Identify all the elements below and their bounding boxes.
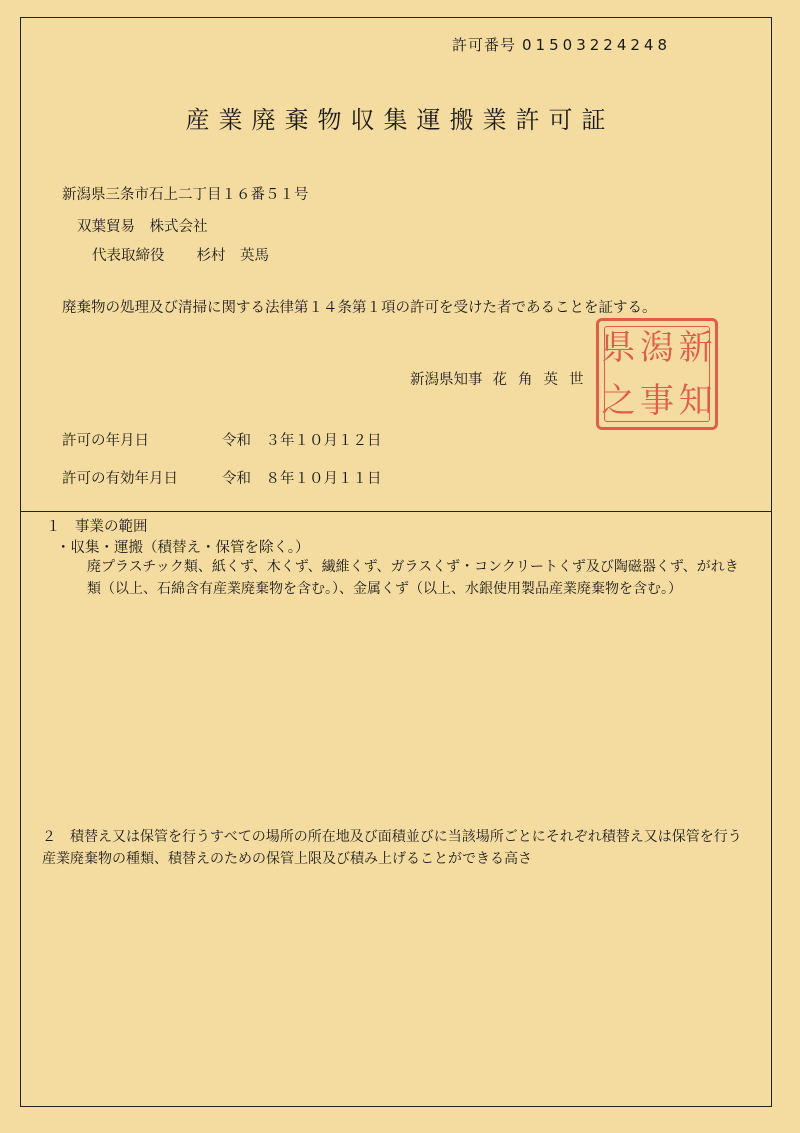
permit-date-value: 令和 ３年１０月１２日 — [222, 433, 382, 449]
section1-heading: １ 事業の範囲 — [46, 519, 148, 535]
seal-char: 潟 — [639, 327, 674, 368]
representative-title: 代表取締役 — [92, 248, 165, 264]
seal-char: 県 — [601, 327, 636, 368]
holder-address: 新潟県三条市石上二丁目１６番５１号 — [62, 187, 309, 203]
representative-name: 杉村 英馬 — [196, 248, 269, 264]
section-divider — [20, 511, 772, 512]
seal-char: 之 — [601, 380, 636, 421]
holder-company: 双葉貿易 株式会社 — [77, 219, 208, 235]
expiry-date-label: 許可の有効年月日 — [62, 471, 178, 487]
issuer — [410, 368, 595, 389]
certification-text: 廃棄物の処理及び清掃に関する法律第１４条第１項の許可を受けた者であることを証する。 — [62, 300, 657, 316]
permit-number-value: 01503224248 — [522, 36, 671, 54]
permit-number-label: 許可番号 — [452, 36, 517, 54]
official-seal — [596, 318, 718, 430]
permit-date-label: 許可の年月日 — [62, 433, 149, 449]
section1-subheading: ・収集・運搬（積替え・保管を除く。） — [56, 540, 310, 556]
seal-characters — [599, 321, 715, 427]
section2-text: ２ 積替え又は保管を行うすべての場所の所在地及び面積並びに当該場所ごとにそれぞれ積替え又は保管を行う産業廃棄物の種類、積替えのための保管上限及び積み上げることができる高さ — [42, 829, 742, 867]
permit-number — [452, 34, 671, 55]
seal-char: 事 — [639, 380, 674, 421]
issuer-title: 新潟県知事 — [410, 372, 483, 388]
section1-body: 廃プラスチック類、紙くず、木くず、繊維くず、ガラスくず・コンクリートくず及び陶磁器くず、がれき類（以上、石綿含有産業廃棄物を含む。）、金属くず（以上、水銀使用製品産業廃棄物を含む。） — [87, 559, 739, 597]
holder-representative — [92, 244, 269, 265]
expiry-date-value: 令和 ８年１０月１１日 — [222, 471, 382, 487]
seal-char: 新 — [678, 327, 713, 368]
issuer-name: 花角英世 — [492, 372, 595, 388]
seal-char: 知 — [678, 380, 713, 421]
document-title: 産業廃棄物収集運搬業許可証 — [185, 106, 615, 134]
